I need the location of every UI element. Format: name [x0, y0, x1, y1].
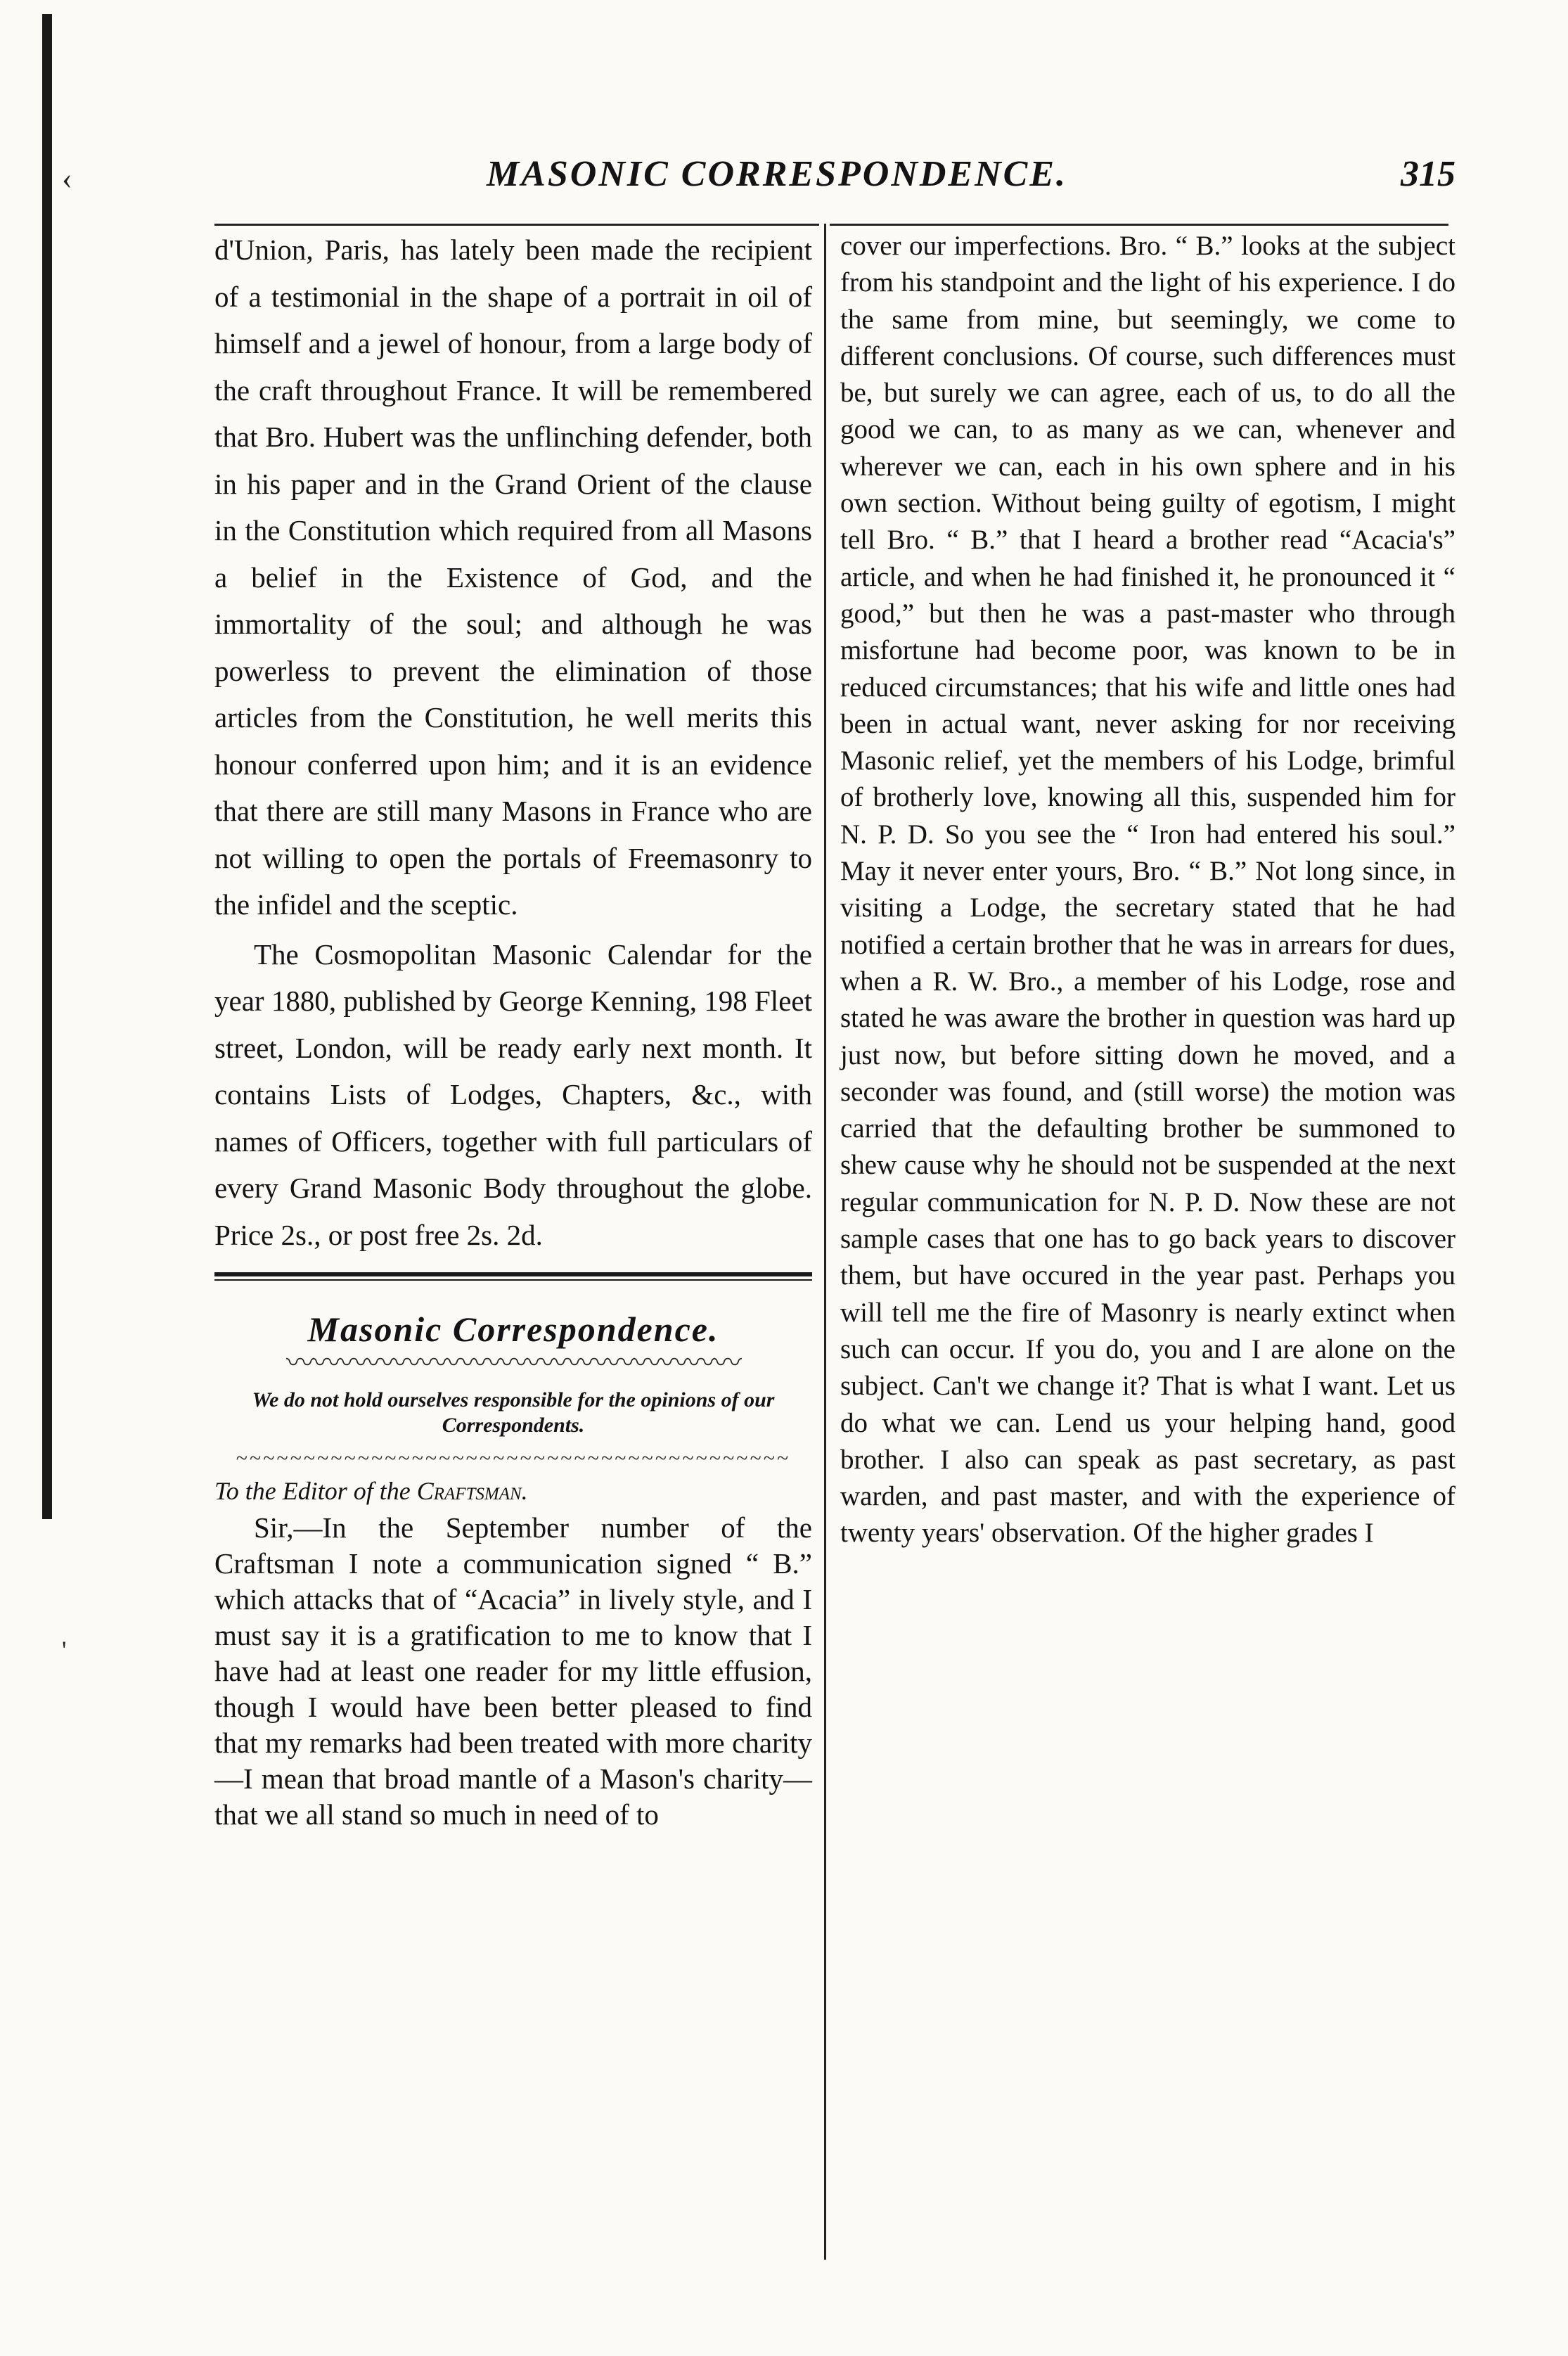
letter-salutation [214, 1476, 812, 1506]
letter-body-start: Sir,—In the September number of the Craftsman I note a communication signed “ B.” which attacks that of “Acacia” in lively style, and I must say it is a gratification to me to know that I have had at least one reader for my little effusion, though I would have been better pleased to find that my remarks had been treated with more charity—I mean that broad mantle of a Mason's charity—that we all stand so much in need of to [214, 1511, 812, 1831]
letter-body-continued: cover our imperfections. Bro. “ B.” looks at the subject from his standpoint and the light of his experience. I do the same from mine, but seemingly, we come to different conclusions. Of course, such differences must be, but surely we can agree, each of us, to do all the good we can, to as many as we can, whenever and wherever we can, each in his own sphere and in his own section. Without being guilty of egotism, I might tell Bro. “ B.” that I heard a brother read “Acacia's” article, and when he had finished it, he pronounced it “ good,” but then he was a past-master who through misfortune had become poor, was known to be in reduced circumstances; that his wife and little ones had been in actual want, never asking for nor receiving Masonic relief, yet the members of his Lodge, brimful of brotherly love, knowing all this, suspended him for N. P. D. So you see the “ Iron had entered his soul.” May it never enter yours, Bro. “ B.” Not long since, in visiting a Lodge, the secretary stated that he had notified a certain brother that he was in arrears for dues, when a R. W. Bro., a member of his Lodge, rose and stated he was aware the brother in question was hard up just now, but before sitting down he moved, and a seconder was found, and (still worse) the motion was carried that the defaulting brother be summoned to shew cause why he should not be suspended at the next regular communication for N. P. D. Now these are not sample cases that one has to go back years to discover them, but have occured in the year past. Perhaps you will tell me the fire of Masonry is nearly extinct when such can occur. If you do, you and I are alone on the subject. Can't we change it? That is what I want. Let us do what we can. Lend us your helping hand, good brother. I also can speak as past secretary, as past warden, and past master, and with the experience of twenty years' observation. Of the higher grades I [840, 231, 1455, 1549]
column-divider [824, 224, 826, 2260]
paragraph-calendar: The Cosmopolitan Masonic Calendar for the year 1880, published by George Kenning, 198 Fleet street, London, will be ready early next month. It contains Lists of Lodges, Chapters, &c., with names of Officers, together with full particulars of every Grand Masonic Body throughout the globe. Price 2s., or post free 2s. 2d. [214, 937, 812, 1251]
paragraph-hubert: d'Union, Paris, has lately been made the recipient of a testimonial in the shape of a portrait in oil of himself and a jewel of honour, from a large body of the craft throughout France. It will be remembered that Bro. Hubert was the unflinching defender, both in his paper and in the Grand Orient of the clause in the Constitution which required from all Masons a belief in the Existence of God, and the immortality of the soul; and although he was powerless to prevent the elimination of those articles from the Constitution, he well merits this honour conferred upon him; and it is an evidence that there are still many Masons in France who are not willing to open the portals of Freemasonry to the infidel and the sceptic. [214, 233, 812, 921]
running-title: MASONIC CORRESPONDENCE. [486, 154, 1068, 194]
left-column [214, 224, 812, 1833]
section-title: Masonic Correspondence. [307, 1310, 719, 1349]
salutation-name: Craftsman. [416, 1477, 528, 1505]
margin-mark: ' [62, 1636, 67, 1664]
section-rule [214, 1279, 812, 1281]
page-number: 315 [1401, 154, 1455, 194]
page-header [70, 148, 1484, 218]
editorial-disclaimer: We do not hold ourselves responsible for the opinions of our Correspondents. [252, 1388, 775, 1437]
wavy-ornament: 〰〰〰〰〰〰〰〰〰〰〰〰〰〰〰〰〰 [286, 1347, 740, 1378]
dashed-rule: ~~~~~~~~~~~~~~~~~~~~~~~~~~~~~~~~~~~~~~~~~ [236, 1447, 791, 1470]
scan-edge-bar [42, 14, 52, 1519]
salutation-prefix: To the Editor of the [214, 1477, 411, 1505]
right-column [840, 224, 1455, 1552]
section-rule [214, 1272, 812, 1276]
margin-mark: ‹ [62, 161, 72, 196]
